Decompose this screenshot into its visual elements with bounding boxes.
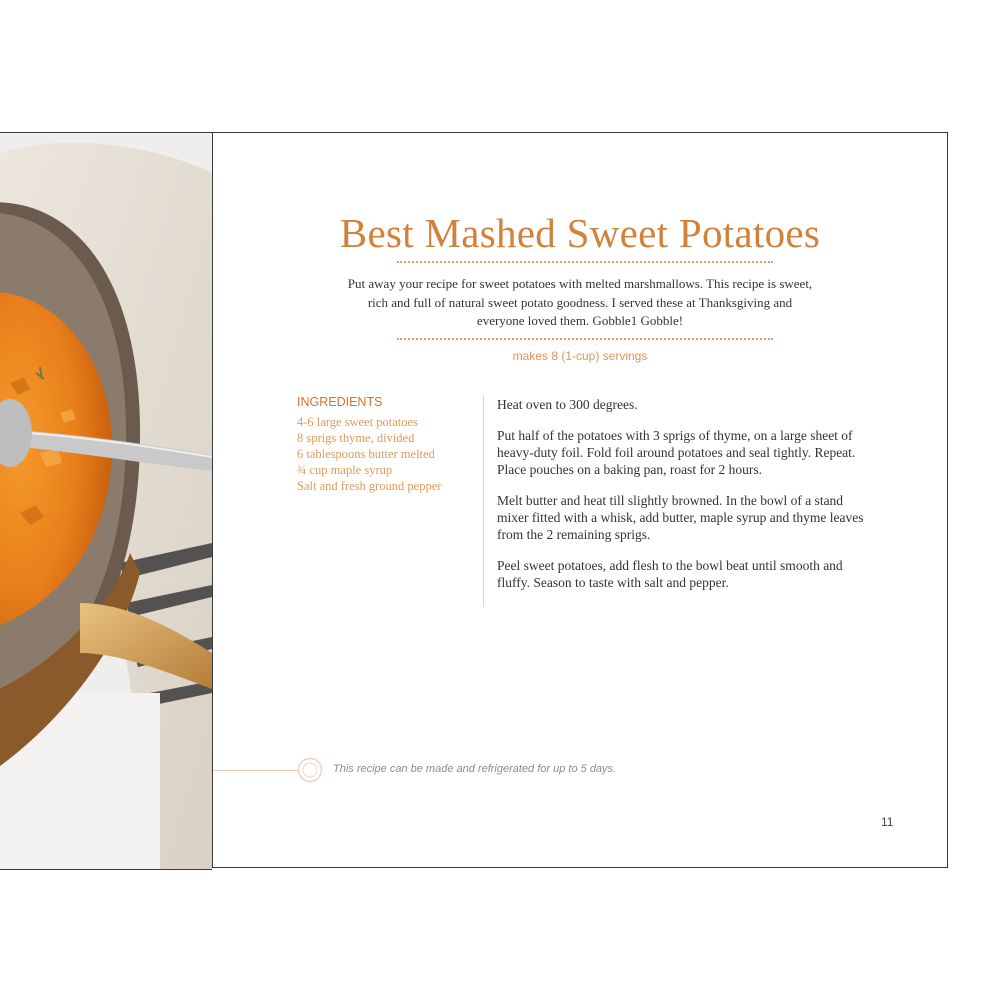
intro-line: Put away your recipe for sweet potatoes with melted marshmallows. This recipe is sweet, — [347, 276, 813, 291]
page-number: 11 — [881, 815, 894, 829]
intro-line: everyone loved them. Gobble1 Gobble! — [476, 313, 684, 328]
ingredient-item: 8 sprigs thyme, divided — [297, 431, 415, 445]
tip-note: This recipe can be made and refrigerated for up to 5 days. — [333, 763, 617, 775]
ingredients-heading: INGREDIENTS — [297, 395, 383, 409]
ingredient-item: Salt and fresh ground pepper — [297, 479, 442, 493]
instructions — [497, 396, 867, 605]
book-spread — [0, 132, 948, 868]
instruction-step: Heat oven to 300 degrees. — [497, 397, 638, 412]
sweet-potato-pot-illustration — [0, 133, 212, 869]
ingredients-list — [297, 414, 441, 494]
intro-line: rich and full of natural sweet potato goodness. I served these at Thanksgiving and — [367, 294, 793, 310]
divider-bottom — [397, 338, 773, 340]
divider-top — [397, 261, 773, 263]
tip-connector-line — [213, 770, 299, 771]
recipe-title: Best Mashed Sweet Potatoes — [339, 210, 821, 256]
ingredient-item: ¾ cup maple syrup — [297, 463, 393, 477]
instruction-step: Melt butter and heat till slightly browned. In the bowl of a stand mixer fitted with a whisk, add butter, maple syrup and thyme leaves from the 2 remaining sprigs. — [497, 493, 864, 542]
ingredient-item: 6 tablespoons butter melted — [297, 447, 435, 461]
ingredient-item: 4-6 large sweet potatoes — [297, 415, 418, 429]
tip-circle-icon — [297, 757, 323, 783]
column-divider — [483, 395, 484, 607]
instruction-step: Peel sweet potatoes, add flesh to the bowl beat until smooth and fluffy. Season to taste with salt and pepper. — [497, 558, 843, 590]
servings-text: makes 8 (1-cup) servings — [512, 349, 648, 363]
recipe-page — [212, 132, 948, 868]
instruction-step: Put half of the potatoes with 3 sprigs of thyme, on a large sheet of heavy-duty foil. Fold foil around potatoes and seal tightly. Repeat. Place pouches on a baking pan, roast for 2 hours. — [497, 428, 856, 477]
recipe-intro — [333, 275, 827, 331]
food-photo — [0, 132, 212, 870]
